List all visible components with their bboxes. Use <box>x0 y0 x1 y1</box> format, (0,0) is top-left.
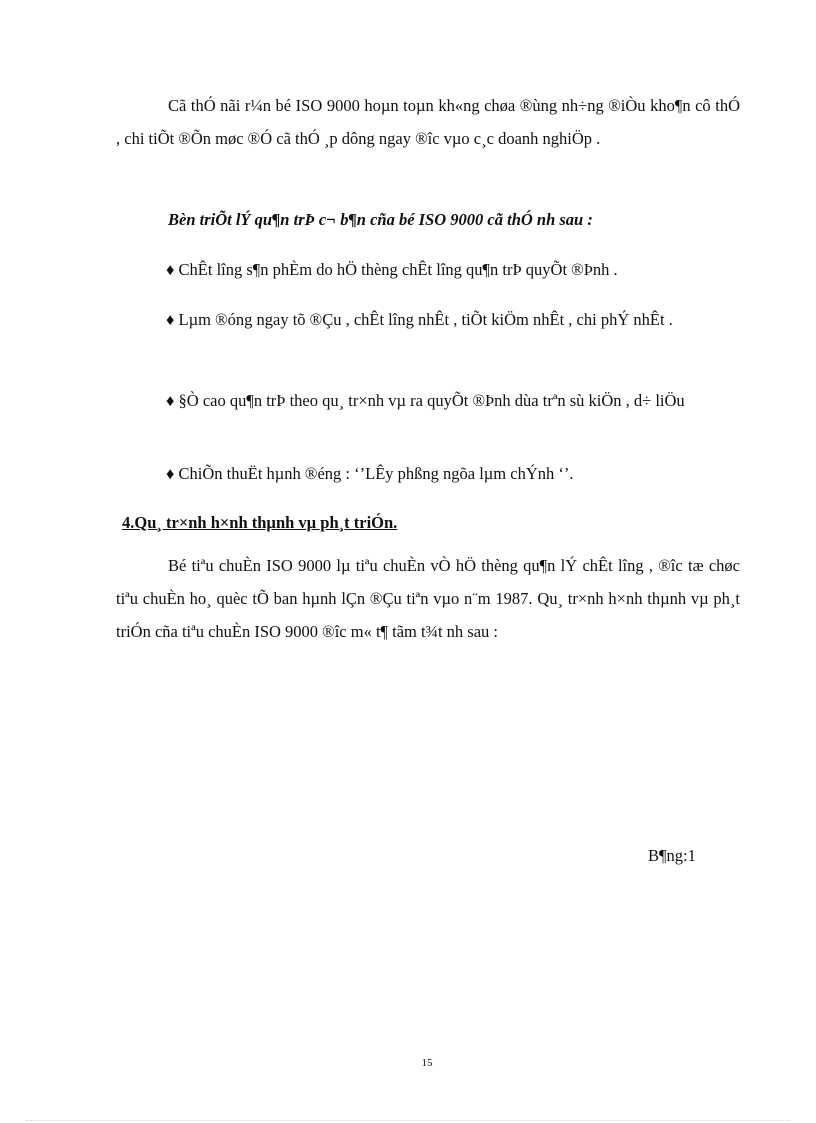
philosophy-subheading: Bèn triÕt lÝ qu¶n trÞ c¬ b¶n cña bé ISO 9000 cã thÓ nh sau : <box>168 210 593 229</box>
table-caption: B¶ng:1 <box>648 846 696 865</box>
bullet-item-prevention: ♦ ChiÕn thuËt hµnh ®éng : ‘’LÊy phßng ngõa lµm chÝnh ‘’. <box>166 464 574 483</box>
bullet-item-process: ♦ §Ò cao qu¶n trÞ theo qu¸ tr×nh vµ ra quyÕt ®Þnh dùa trªn sù kiÖn , d÷ liÖu <box>166 391 685 410</box>
footer-divider <box>26 1120 790 1121</box>
bullet-item-do-right: ♦ Lµm ®óng ngay tõ ®Çu , chÊt lîng nhÊt , tiÕt kiÖm nhÊt , chi phÝ nhÊt . <box>166 310 673 329</box>
page-number: 15 <box>421 1057 433 1069</box>
section-heading: 4.Qu¸ tr×nh h×nh thµnh vµ ph¸t triÓn. <box>122 513 398 532</box>
history-paragraph: Bé tiªu chuÈn ISO 9000 lµ tiªu chuÈn vÒ hÖ thèng qu¶n lÝ chÊt lîng , ®îc tæ chøc tiªu chuÈn ho¸ quèc tÕ ban hµnh lÇn ®Çu tiªn vµo n¨m 1987. Qu¸ tr×nh h×nh thµnh vµ ph¸t triÓn cña tiªu chuÈn ISO 9000 ®îc m« t¶ tãm t¾t nh sau : <box>116 556 740 641</box>
intro-paragraph: Cã thÓ nãi r¼n bé ISO 9000 hoµn toµn kh«ng chøa ®ùng nh÷ng ®iÒu kho¶n cô thÓ , chi tiÕt ®Õn møc ®Ó cã thÓ ¸p dông ngay ®îc vµo c¸c doanh nghiÖp . <box>116 96 740 148</box>
bullet-item-quality: ♦ ChÊt lîng s¶n phÈm do hÖ thèng chÊt lîng qu¶n trÞ quyÕt ®Þnh . <box>166 260 618 279</box>
